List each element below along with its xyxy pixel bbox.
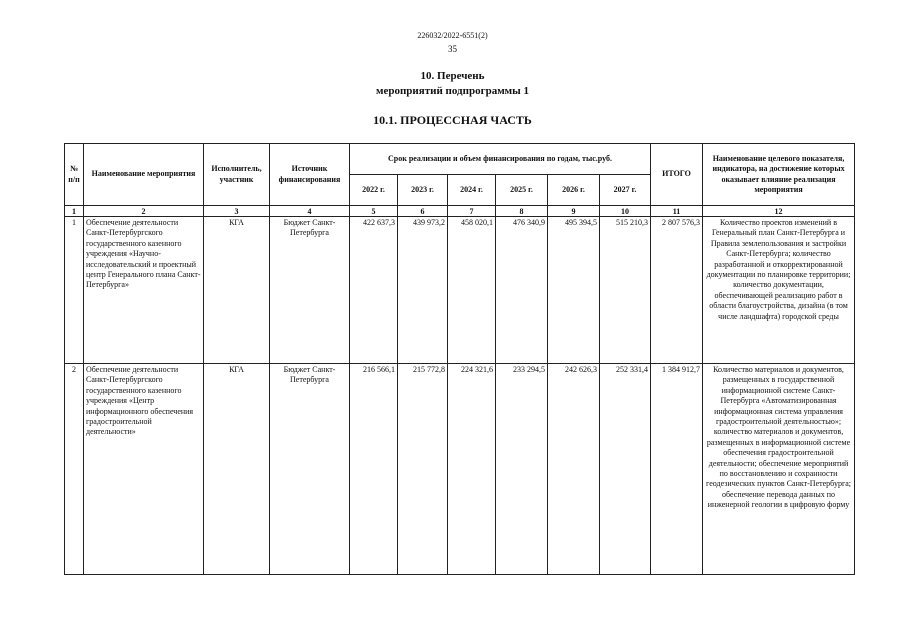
column-number: 10 [600, 206, 651, 217]
activity-name: Обеспечение деятельности Санкт-Петербургского государственного казенного учреждения «Научно-исследовательский и проектный центр Генерального плана Санкт-Петербурга» [84, 217, 204, 364]
year-value: 216 566,1 [350, 364, 398, 575]
year-value: 242 626,3 [548, 364, 600, 575]
header-period: Срок реализации и объем финансирования по годам, тыс.руб. [350, 144, 651, 175]
indicator-text: Количество материалов и документов, размещенных в государственной информационной системе Санкт-Петербурга «Автоматизированная информационная система управления градостроительной деятельностью»; количество материалов и документов, размещенных в информационной системе обеспечения градостроительной деятельности; обеспечение мероприятий по восстановлению и сохранности геодезических пунктов Санкт-Петербурга; обеспечение перевода данных по инженерной геологии в цифровую форму [703, 364, 855, 575]
column-number: 5 [350, 206, 398, 217]
year-value: 224 321,6 [448, 364, 496, 575]
header-total: ИТОГО [651, 144, 703, 206]
header-year: 2026 г. [548, 175, 600, 206]
header-year: 2024 г. [448, 175, 496, 206]
column-number: 6 [398, 206, 448, 217]
document-number: 226032/2022-6551(2) [417, 31, 488, 40]
column-number-row [65, 206, 855, 217]
document-title: 10. Перечень [420, 70, 485, 82]
row-number: 2 [65, 364, 84, 575]
year-value: 215 772,8 [398, 364, 448, 575]
funding-source: Бюджет Санкт-Петербурга [270, 217, 350, 364]
column-number: 12 [703, 206, 855, 217]
executor: КГА [204, 364, 270, 575]
year-value: 495 394,5 [548, 217, 600, 364]
year-value: 458 020,1 [448, 217, 496, 364]
document-subtitle: мероприятий подпрограммы 1 [375, 85, 530, 97]
header-source: Источник финансирования [270, 144, 350, 206]
year-value: 515 210,3 [600, 217, 651, 364]
row-number: 1 [65, 217, 84, 364]
column-number: 11 [651, 206, 703, 217]
activity-name: Обеспечение деятельности Санкт-Петербургского государственного казенного учреждения «Центр информационного обеспечения градостроительной деятельности» [84, 364, 204, 575]
table-header-row [65, 144, 855, 175]
header-year: 2022 г. [350, 175, 398, 206]
column-number: 8 [496, 206, 548, 217]
header-year: 2023 г. [398, 175, 448, 206]
total-value: 2 807 576,3 [651, 217, 703, 364]
header-year: 2027 г. [600, 175, 651, 206]
column-number: 4 [270, 206, 350, 217]
total-value: 1 384 912,7 [651, 364, 703, 575]
column-number: 3 [204, 206, 270, 217]
header-name: Наименование мероприятия [84, 144, 204, 206]
activities-table [64, 143, 855, 575]
table-row [65, 364, 855, 575]
header-executor: Исполнитель, участник [204, 144, 270, 206]
header-num: № п/п [65, 144, 84, 206]
year-value: 422 637,3 [350, 217, 398, 364]
column-number: 1 [65, 206, 84, 217]
year-value: 233 294,5 [496, 364, 548, 575]
header-year: 2025 г. [496, 175, 548, 206]
indicator-text: Количество проектов изменений в Генеральный план Санкт-Петербурга и Правила землепользования и застройки Санкт-Петербурга; количество разработанной и откорректированной документации по планировке территории; количество документации, обеспечивающей реализацию работ в области благоустройства, дизайна (в том числе ландшафта) городской среды [703, 217, 855, 364]
year-value: 252 331,4 [600, 364, 651, 575]
page-number: 35 [448, 44, 457, 54]
section-title: 10.1. ПРОЦЕССНАЯ ЧАСТЬ [373, 113, 532, 127]
column-number: 7 [448, 206, 496, 217]
table-row [65, 217, 855, 364]
executor: КГА [204, 217, 270, 364]
header-indicator: Наименование целевого показателя, индикатора, на достижение которых оказывает влияние реализация мероприятия [703, 144, 855, 206]
year-value: 439 973,2 [398, 217, 448, 364]
column-number: 2 [84, 206, 204, 217]
column-number: 9 [548, 206, 600, 217]
funding-source: Бюджет Санкт-Петербурга [270, 364, 350, 575]
year-value: 476 340,9 [496, 217, 548, 364]
